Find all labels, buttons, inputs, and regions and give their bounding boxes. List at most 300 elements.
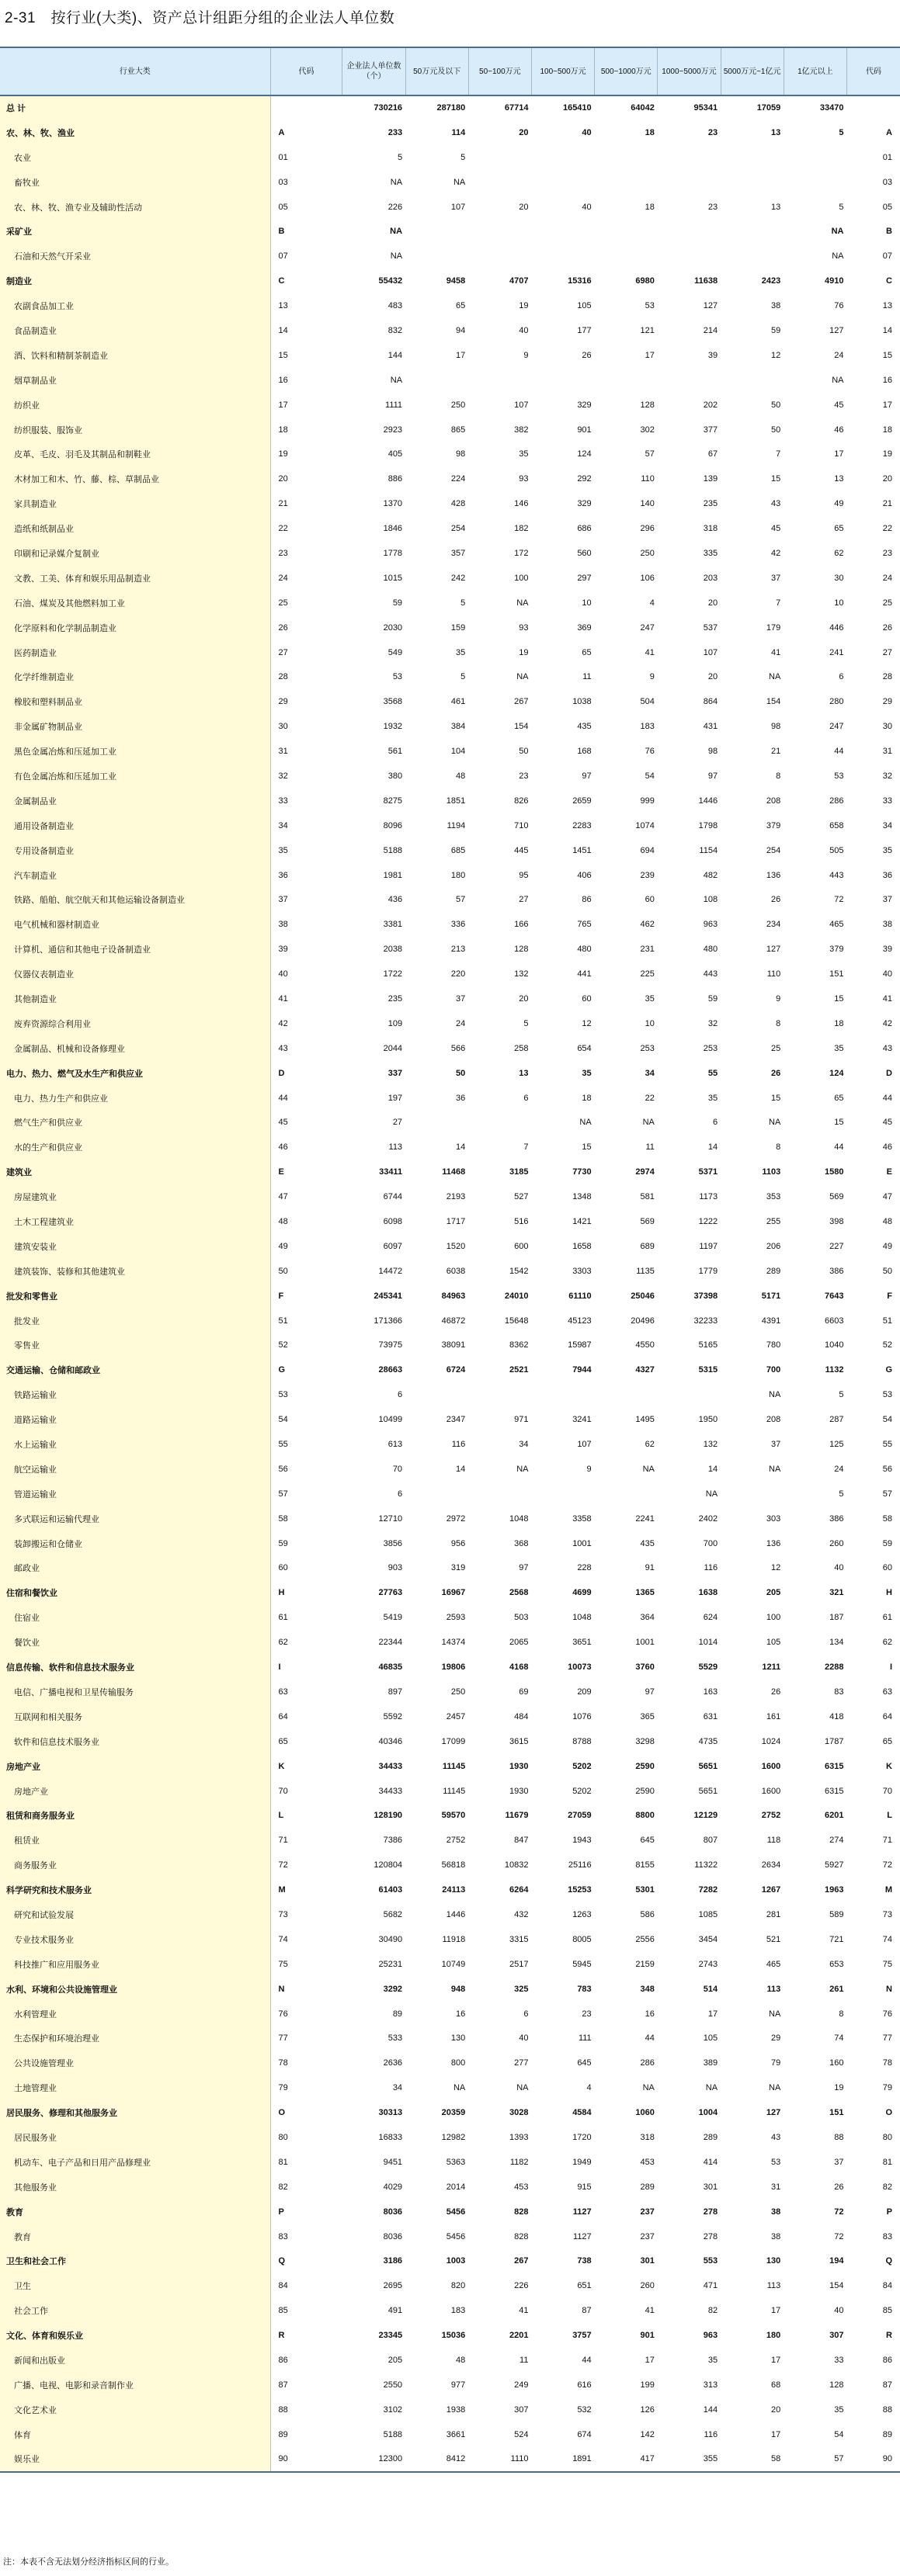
- industry-code-right: 63: [882, 1687, 892, 1697]
- value-cell: 111: [578, 2033, 592, 2044]
- value-cell: 2743: [698, 1959, 718, 1969]
- value-cell: 44: [645, 2033, 655, 2044]
- value-cell: 1365: [635, 1588, 655, 1598]
- value-cell: NA: [453, 177, 466, 187]
- value-cell: 560: [577, 548, 592, 558]
- value-cell: 700: [766, 1365, 781, 1375]
- value-cell: 183: [640, 722, 655, 732]
- value-cell: 384: [450, 722, 466, 732]
- industry-code-right: 48: [882, 1217, 892, 1227]
- value-cell: 296: [640, 524, 655, 534]
- value-cell: 35: [707, 1093, 718, 1103]
- value-cell: 11: [645, 1142, 655, 1153]
- value-cell: 483: [387, 301, 403, 311]
- value-cell: 93: [519, 622, 529, 633]
- industry-name: 租赁和商务服务业: [0, 1803, 270, 1828]
- value-cell: 260: [640, 2281, 655, 2291]
- value-cell: 1197: [699, 1241, 718, 1251]
- value-cell: 40: [519, 325, 529, 335]
- value-cell: 26: [771, 895, 781, 905]
- industry-name: 化学原料和化学制品制造业: [0, 615, 270, 640]
- value-cell: 287180: [436, 103, 466, 113]
- industry-code-right: 16: [882, 375, 892, 385]
- value-cell: 3303: [572, 1266, 592, 1276]
- value-cell: 20359: [441, 2108, 466, 2118]
- column-header: 50~100万元: [468, 47, 531, 95]
- industry-name: 石油和天然气开采业: [0, 244, 270, 269]
- value-cell: 1981: [383, 870, 403, 880]
- section-row: [0, 269, 900, 293]
- value-cell: 17: [645, 2355, 655, 2365]
- value-cell: 249: [514, 2380, 529, 2390]
- industry-code-right: 28: [882, 672, 892, 682]
- industry-code: [270, 95, 342, 120]
- value-cell: 21: [771, 747, 781, 757]
- value-cell: 2974: [635, 1167, 655, 1177]
- industry-code-right: A: [886, 127, 892, 137]
- industry-code-right: 72: [882, 1860, 892, 1870]
- table-row: [0, 1853, 900, 1877]
- value-cell: 1722: [383, 969, 403, 979]
- value-cell: 17059: [756, 103, 781, 113]
- value-cell: [468, 1382, 531, 1407]
- industry-name: 建筑业: [0, 1160, 270, 1184]
- value-cell: 34433: [378, 1786, 403, 1796]
- value-cell: 1110: [468, 2447, 531, 2472]
- value-cell: 2568: [509, 1588, 529, 1598]
- section-row: [0, 1754, 900, 1779]
- value-cell: 34: [645, 1068, 655, 1078]
- industry-code: 57: [278, 1489, 288, 1499]
- value-cell: [405, 244, 468, 269]
- value-cell: 225: [640, 969, 655, 979]
- value-cell: 76: [834, 301, 844, 311]
- value-cell: 86: [582, 895, 592, 905]
- industry-name: 石油、煤炭及其他燃料加工业: [0, 591, 270, 615]
- value-cell: 915: [577, 2182, 592, 2192]
- section-row: [0, 2248, 900, 2273]
- industry-code: 31: [278, 747, 288, 757]
- industry-code: 05: [278, 202, 288, 212]
- section-row: [0, 2200, 900, 2224]
- industry-name: 铁路、船舶、航空航天和其他运输设备制造业: [0, 888, 270, 913]
- section-row: [0, 219, 900, 244]
- value-cell: 32233: [693, 1316, 718, 1326]
- industry-name: 黑色金属冶炼和压延加工业: [0, 739, 270, 764]
- value-cell: 651: [577, 2281, 592, 2291]
- value-cell: 20: [707, 672, 718, 682]
- value-cell: 689: [640, 1241, 655, 1251]
- value-cell: 1600: [761, 1786, 781, 1796]
- value-cell: 2590: [635, 1786, 655, 1796]
- value-cell: 1222: [698, 1217, 718, 1227]
- value-cell: 65: [582, 647, 592, 657]
- value-cell: NA: [516, 1464, 529, 1474]
- value-cell: 20: [519, 127, 529, 137]
- value-cell: NA: [390, 177, 403, 187]
- value-cell: 59: [392, 598, 403, 608]
- value-cell: [721, 170, 784, 195]
- value-cell: 15: [582, 1142, 592, 1153]
- value-cell: 37: [771, 1440, 781, 1450]
- industry-name: 电信、广播电视和卫星传输服务: [0, 1680, 270, 1704]
- table-row: [0, 2224, 900, 2249]
- industry-code: 71: [278, 1836, 288, 1846]
- value-cell: 1932: [383, 722, 403, 732]
- industry-code-right: 37: [882, 895, 892, 905]
- value-cell: 1938: [446, 2404, 466, 2415]
- column-header: 100~500万元: [531, 47, 594, 95]
- industry-code-right: 59: [882, 1538, 892, 1548]
- value-cell: 700: [703, 1538, 718, 1548]
- value-cell: NA: [516, 2083, 529, 2093]
- value-cell: 136: [766, 870, 781, 880]
- industry-code-right: 01: [882, 152, 892, 162]
- value-cell: 227: [829, 1241, 844, 1251]
- value-cell: 10832: [504, 1860, 529, 1870]
- table-row: [0, 195, 900, 220]
- value-cell: 235: [703, 499, 718, 509]
- industry-code: 90: [270, 2447, 342, 2472]
- industry-code: 23: [278, 548, 288, 558]
- value-cell: 105: [577, 301, 592, 311]
- value-cell: 1930: [509, 1786, 529, 1796]
- industry-code: 47: [278, 1192, 288, 1202]
- table-row: [0, 1779, 900, 1804]
- value-cell: NA: [769, 2083, 781, 2093]
- industry-code-right: 40: [882, 969, 892, 979]
- value-cell: 15253: [568, 1885, 592, 1895]
- value-cell: 180: [450, 870, 466, 880]
- value-cell: 2695: [383, 2281, 403, 2291]
- value-cell: 87: [582, 2306, 592, 2316]
- value-cell: 57: [645, 449, 655, 459]
- industry-code: 87: [278, 2380, 288, 2390]
- value-cell: 180: [766, 2331, 781, 2341]
- page-title: 2-31 按行业(大类)、资产总计组距分组的企业法人单位数: [5, 10, 395, 26]
- value-cell: 105: [703, 2033, 718, 2044]
- industry-name: 制造业: [0, 269, 270, 293]
- value-cell: 40: [582, 127, 592, 137]
- table-row: [0, 1902, 900, 1927]
- industry-name: 零售业: [0, 1333, 270, 1358]
- industry-name: 农副食品加工业: [0, 293, 270, 318]
- value-cell: [468, 170, 531, 195]
- value-cell: 5371: [698, 1167, 718, 1177]
- value-cell: 624: [703, 1613, 718, 1623]
- table-row: [0, 986, 900, 1011]
- value-cell: 35: [834, 1043, 844, 1053]
- section-row: [0, 95, 900, 120]
- industry-name: 电力、热力、燃气及水生产和供应业: [0, 1061, 270, 1086]
- value-cell: 9: [586, 1464, 592, 1474]
- industry-code-right: 36: [882, 870, 892, 880]
- value-cell: 46835: [378, 1662, 403, 1673]
- industry-code: 83: [278, 2231, 288, 2241]
- industry-code-right: 44: [882, 1093, 892, 1103]
- value-cell: 1798: [698, 820, 718, 830]
- value-cell: 182: [514, 524, 529, 534]
- table-row: [0, 418, 900, 442]
- value-cell: 278: [703, 2231, 718, 2241]
- industry-name: 化学纤维制造业: [0, 664, 270, 689]
- industry-code: 14: [278, 325, 288, 335]
- value-cell: 45: [834, 400, 844, 410]
- industry-code-right: 53: [882, 1390, 892, 1400]
- value-cell: 15648: [504, 1316, 529, 1326]
- value-cell: 336: [450, 920, 466, 930]
- value-cell: 26: [771, 1687, 781, 1697]
- industry-name: 批发和零售业: [0, 1284, 270, 1309]
- value-cell: 9: [523, 350, 529, 360]
- value-cell: 1267: [761, 1885, 781, 1895]
- table-row: [0, 664, 900, 689]
- industry-code-right: 84: [882, 2281, 892, 2291]
- column-header: 1000~5000万元: [658, 47, 721, 95]
- value-cell: [658, 1382, 721, 1407]
- industry-name: 信息传输、软件和信息技术服务业: [0, 1655, 270, 1680]
- value-cell: 11145: [443, 1786, 466, 1796]
- value-cell: 5682: [383, 1909, 403, 1919]
- value-cell: [405, 219, 468, 244]
- section-row: [0, 1160, 900, 1184]
- value-cell: 38: [771, 301, 781, 311]
- value-cell: 7944: [572, 1365, 592, 1375]
- industry-code-right: 87: [882, 2380, 892, 2390]
- value-cell: 832: [387, 325, 403, 335]
- value-cell: 329: [577, 400, 592, 410]
- industry-code: 43: [278, 1043, 288, 1053]
- value-cell: 6980: [635, 276, 655, 286]
- value-cell: 5419: [383, 1613, 403, 1623]
- value-cell: 105: [766, 1638, 781, 1648]
- industry-name: 房地产业: [0, 1779, 270, 1804]
- value-cell: [595, 1482, 658, 1506]
- value-cell: 1393: [509, 2132, 529, 2142]
- value-cell: 19: [519, 301, 529, 311]
- value-cell: 33: [834, 2355, 844, 2365]
- value-cell: 5165: [698, 1340, 718, 1350]
- value-cell: 8800: [635, 1811, 655, 1821]
- value-cell: 1263: [572, 1909, 592, 1919]
- value-cell: 453: [514, 2182, 529, 2192]
- value-cell: 5: [460, 152, 466, 162]
- value-cell: 16: [456, 2009, 466, 2019]
- industry-code-right: 81: [882, 2157, 892, 2167]
- value-cell: 67714: [504, 103, 529, 113]
- value-cell: 209: [577, 1687, 592, 1697]
- industry-name: 印刷和记录媒介复制业: [0, 541, 270, 566]
- value-cell: 11468: [442, 1167, 466, 1177]
- value-cell: 1779: [698, 1266, 718, 1276]
- value-cell: 398: [829, 1217, 844, 1227]
- value-cell: 128: [829, 2380, 844, 2390]
- value-cell: 2241: [635, 1513, 655, 1524]
- value-cell: 443: [829, 870, 844, 880]
- industry-code-right: 78: [882, 2058, 892, 2068]
- value-cell: 73975: [378, 1340, 403, 1350]
- value-cell: 5945: [572, 1959, 592, 1969]
- value-cell: 50: [771, 400, 781, 410]
- value-cell: 569: [640, 1217, 655, 1227]
- value-cell: 977: [450, 2380, 466, 2390]
- value-cell: 8788: [572, 1736, 592, 1746]
- industry-code-right: Q: [885, 2256, 892, 2266]
- table-row: [0, 1209, 900, 1234]
- value-cell: 2457: [446, 1711, 466, 1721]
- value-cell: 8275: [383, 796, 403, 806]
- value-cell: 461: [450, 697, 466, 707]
- table-row: [0, 2075, 900, 2100]
- value-cell: 20: [519, 202, 529, 212]
- table-row: [0, 2373, 900, 2397]
- value-cell: [658, 368, 721, 393]
- industry-name: 文教、工美、体育和娱乐用品制造业: [0, 566, 270, 591]
- value-cell: NA: [453, 2083, 466, 2093]
- industry-name: 废弃资源综合利用业: [0, 1011, 270, 1036]
- value-cell: 197: [387, 1093, 403, 1103]
- value-cell: 172: [514, 548, 529, 558]
- industry-code: 56: [278, 1464, 288, 1474]
- value-cell: 780: [766, 1340, 781, 1350]
- value-cell: 56818: [441, 1860, 466, 1870]
- value-cell: 16833: [378, 2132, 403, 2142]
- value-cell: 57: [784, 2447, 846, 2472]
- value-cell: 27: [392, 1118, 403, 1128]
- value-cell: NA: [642, 2083, 655, 2093]
- value-cell: 2593: [446, 1613, 466, 1623]
- value-cell: 364: [640, 1613, 655, 1623]
- value-cell: 645: [640, 1836, 655, 1846]
- value-cell: 30490: [378, 1934, 403, 1944]
- industry-name: 租赁业: [0, 1828, 270, 1853]
- industry-code-right: K: [886, 1761, 892, 1771]
- value-cell: 3661: [446, 2429, 466, 2439]
- industry-code: 45: [278, 1118, 288, 1128]
- value-cell: 355: [658, 2447, 721, 2472]
- value-cell: 319: [450, 1563, 466, 1573]
- value-cell: 5456: [446, 2231, 466, 2241]
- value-cell: 32: [707, 1018, 718, 1028]
- value-cell: 3856: [383, 1538, 403, 1548]
- industry-code: I: [278, 1662, 281, 1673]
- value-cell: 62: [834, 548, 844, 558]
- value-cell: 278: [703, 2207, 718, 2217]
- value-cell: 462: [640, 920, 655, 930]
- value-cell: 1580: [825, 1167, 844, 1177]
- table-row: [0, 2447, 900, 2472]
- table-row: [0, 714, 900, 739]
- value-cell: 886: [387, 474, 403, 484]
- value-cell: 20: [707, 598, 718, 608]
- industry-code-right: 88: [882, 2404, 892, 2415]
- value-cell: 15987: [568, 1340, 592, 1350]
- value-cell: [595, 244, 658, 269]
- value-cell: 382: [514, 425, 529, 435]
- industry-code: 62: [278, 1638, 288, 1648]
- industry-name: 航空运输业: [0, 1457, 270, 1482]
- table-row: [0, 2298, 900, 2323]
- value-cell: 292: [577, 474, 592, 484]
- industry-code: 03: [278, 177, 288, 187]
- value-cell: 228: [577, 1563, 592, 1573]
- industry-code-right: 35: [882, 845, 892, 855]
- value-cell: [721, 368, 784, 393]
- industry-code-right: 34: [882, 820, 892, 830]
- industry-code-right: 54: [882, 1415, 892, 1425]
- value-cell: 521: [766, 1934, 781, 1944]
- value-cell: NA: [579, 1118, 592, 1128]
- value-cell: 1720: [572, 2132, 592, 2142]
- industry-code: 42: [278, 1018, 288, 1028]
- value-cell: 3292: [383, 1984, 403, 1994]
- value-cell: 4029: [383, 2182, 403, 2192]
- value-cell: 2065: [509, 1638, 529, 1648]
- value-cell: 98: [707, 747, 718, 757]
- value-cell: 255: [766, 1217, 781, 1227]
- value-cell: 428: [450, 499, 466, 509]
- industry-name: 公共设施管理业: [0, 2051, 270, 2075]
- value-cell: 2030: [383, 622, 403, 633]
- value-cell: 35: [645, 994, 655, 1004]
- table-row: [0, 1630, 900, 1655]
- value-cell: 88: [834, 2132, 844, 2142]
- industry-name: 计算机、通信和其他电子设备制造业: [0, 937, 270, 962]
- industry-code-right: 52: [882, 1340, 892, 1350]
- value-cell: 11: [519, 2355, 529, 2365]
- value-cell: 1778: [383, 548, 403, 558]
- value-cell: 289: [640, 2182, 655, 2192]
- value-cell: [531, 219, 594, 244]
- value-cell: 386: [829, 1513, 844, 1524]
- value-cell: 287: [829, 1415, 844, 1425]
- table-row: [0, 764, 900, 789]
- table-row: [0, 1927, 900, 1952]
- value-cell: 12982: [441, 2132, 466, 2142]
- value-cell: 27: [519, 895, 529, 905]
- industry-code: 01: [278, 152, 288, 162]
- industry-code: 53: [278, 1390, 288, 1400]
- industry-code: 36: [278, 870, 288, 880]
- value-cell: 25: [771, 1043, 781, 1053]
- value-cell: 24113: [442, 1885, 466, 1895]
- value-cell: [531, 1382, 594, 1407]
- value-cell: [405, 368, 468, 393]
- industry-name: 生态保护和环境治理业: [0, 2026, 270, 2051]
- value-cell: 15316: [568, 276, 592, 286]
- value-cell: 289: [766, 1266, 781, 1276]
- value-cell: 826: [514, 796, 529, 806]
- industry-code: 34: [278, 820, 288, 830]
- value-cell: 113: [766, 2281, 781, 2291]
- value-cell: 10499: [378, 1415, 403, 1425]
- value-cell: 205: [387, 2355, 403, 2365]
- value-cell: 226: [387, 202, 403, 212]
- value-cell: 23: [519, 771, 529, 781]
- industry-code-right: 14: [882, 325, 892, 335]
- industry-code-right: 90: [846, 2447, 900, 2472]
- value-cell: 72: [834, 895, 844, 905]
- industry-code: 50: [278, 1266, 288, 1276]
- table-row: [0, 1184, 900, 1209]
- value-cell: 1074: [635, 820, 655, 830]
- value-cell: 260: [829, 1538, 844, 1548]
- value-cell: 107: [450, 202, 466, 212]
- table-row: [0, 2051, 900, 2075]
- value-cell: 124: [829, 1068, 844, 1078]
- industry-name: 酒、饮料和精制茶制造业: [0, 343, 270, 368]
- value-cell: 116: [704, 1563, 718, 1573]
